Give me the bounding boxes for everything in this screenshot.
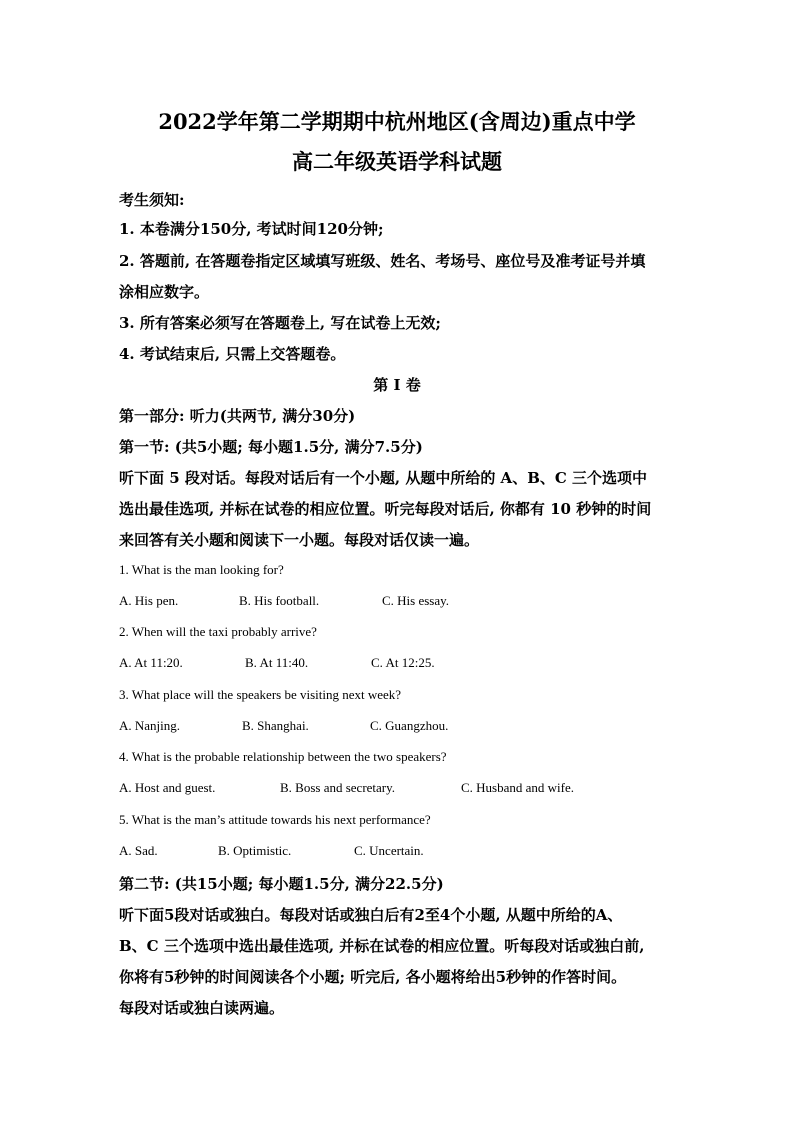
- question-2-option-a: A. At 11:20.: [119, 655, 183, 670]
- question-5-option-a: A. Sad.: [119, 843, 158, 858]
- notice-item-2: 2. 答题前, 在答题卷指定区域填写班级、姓名、考场号、座位号及准考证号并填: [119, 252, 646, 270]
- notice-item-4: 4. 考试结束后, 只需上交答题卷。: [119, 345, 346, 363]
- exam-title-line1: 2022学年第二学期期中杭州地区(含周边)重点中学: [158, 109, 636, 134]
- question-5-option-b: B. Optimistic.: [218, 843, 292, 858]
- section1-instruction-1: 听下面 5 段对话。每段对话后有一个小题, 从题中所给的 A、B、C 三个选项中: [119, 469, 648, 487]
- question-3-option-a: A. Nanjing.: [119, 718, 181, 733]
- question-2-option-b: B. At 11:40.: [245, 655, 309, 670]
- notice-item-1: 1. 本卷满分150分, 考试时间120分钟;: [119, 220, 384, 238]
- section1-instruction-3: 来回答有关小题和阅读下一小题。每段对话仅读一遍。: [119, 531, 480, 549]
- question-3-option-c: C. Guangzhou.: [370, 718, 449, 733]
- question-2-stem: 2. When will the taxi probably arrive?: [119, 624, 317, 639]
- section1-heading: 第一节: (共5小题; 每小题1.5分, 满分7.5分): [119, 438, 423, 456]
- question-1-option-a: A. His pen.: [119, 593, 179, 608]
- notice-heading: 考生须知:: [119, 191, 185, 209]
- section1-instruction-2: 选出最佳选项, 并标在试卷的相应位置。听完每段对话后, 你都有 10 秒钟的时间: [119, 500, 652, 518]
- question-4-option-a: A. Host and guest.: [119, 780, 216, 795]
- question-5-option-c: C. Uncertain.: [354, 843, 424, 858]
- notice-item-3: 3. 所有答案必须写在答题卷上, 写在试卷上无效;: [119, 314, 441, 332]
- question-4-stem: 4. What is the probable relationship between the two speakers?: [119, 749, 447, 764]
- volume-label: 第 I 卷: [373, 376, 421, 394]
- section2-instruction-3: 你将有5秒钟的时间阅读各个小题; 听完后, 各小题将给出5秒钟的作答时间。: [119, 968, 627, 986]
- notice-item-2-cont: 涂相应数字。: [119, 283, 210, 301]
- section2-heading: 第二节: (共15小题; 每小题1.5分, 满分22.5分): [119, 875, 444, 893]
- question-3-stem: 3. What place will the speakers be visiting next week?: [119, 687, 402, 702]
- part1-heading: 第一部分: 听力(共两节, 满分30分): [119, 407, 356, 425]
- question-4-option-b: B. Boss and secretary.: [280, 780, 396, 795]
- section2-instruction-4: 每段对话或独白读两遍。: [119, 999, 285, 1017]
- exam-title-line2: 高二年级英语学科试题: [292, 149, 502, 174]
- question-1-stem: 1. What is the man looking for?: [119, 562, 284, 577]
- question-5-stem: 5. What is the man’s attitude towards his next performance?: [119, 812, 431, 827]
- section2-instruction-2: B、C 三个选项中选出最佳选项, 并标在试卷的相应位置。听每段对话或独白前,: [119, 937, 645, 955]
- question-4-option-c: C. Husband and wife.: [461, 780, 575, 795]
- section2-instruction-1: 听下面5段对话或独白。每段对话或独白后有2至4个小题, 从题中所给的A、: [119, 906, 623, 924]
- question-1-option-c: C. His essay.: [382, 593, 450, 608]
- question-2-option-c: C. At 12:25.: [371, 655, 435, 670]
- question-3-option-b: B. Shanghai.: [242, 718, 309, 733]
- question-1-option-b: B. His football.: [239, 593, 320, 608]
